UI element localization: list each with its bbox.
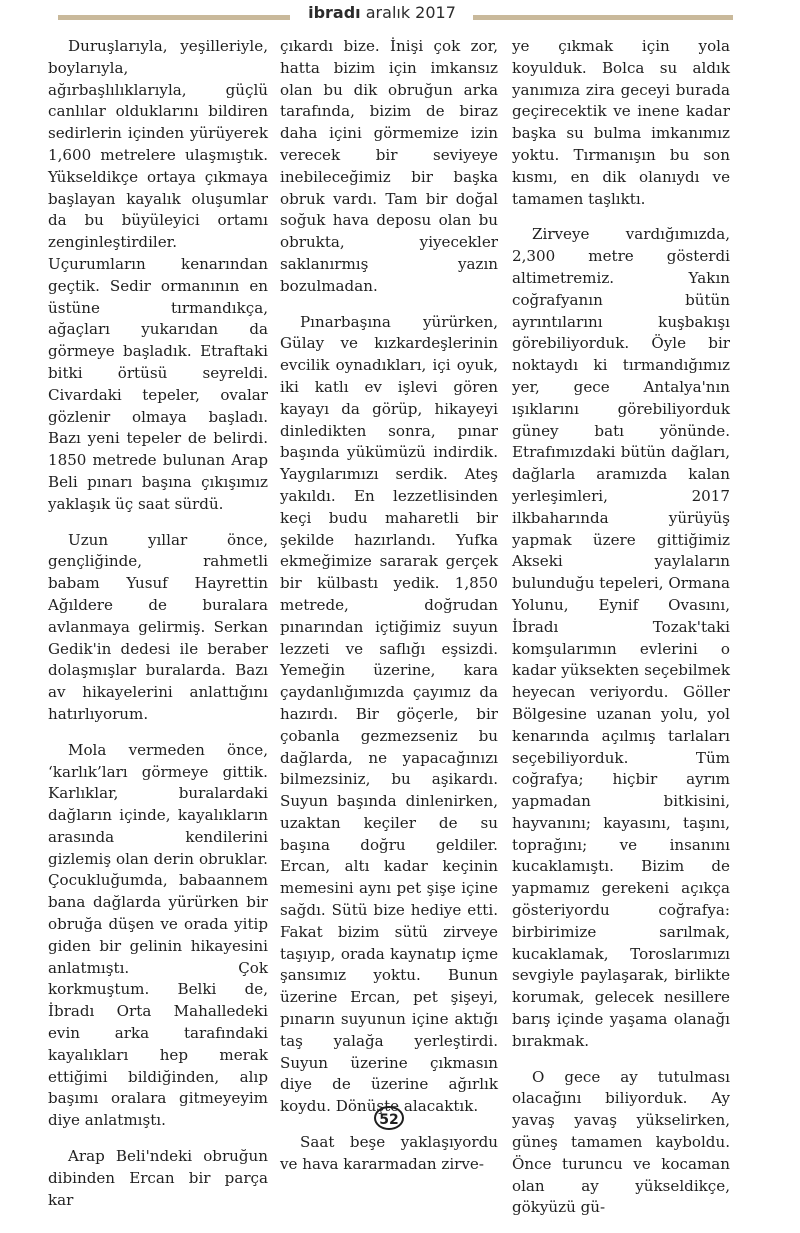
paragraph: Uzun yıllar önce, gençliğinde, rahmetli babam Yusuf Hayrettin Ağıldere de buralara avlanmaya gelirmiş. Serkan Gedik'in dedesi ile beraber dolaşmışlar buralarda. Bazı av hikayelerini anlattığını hatırlıyorum. (48, 530, 268, 723)
text-column-1 (48, 36, 268, 1225)
text-column-3 (512, 36, 730, 1233)
header-rule-right (473, 15, 733, 20)
page-header (0, 5, 800, 27)
paragraph: Arap Beli'ndeki obruğun dibinden Ercan bir parça kar (48, 1147, 268, 1209)
magazine-name: ibradı (308, 3, 361, 22)
paragraph: O gece ay tutulması olacağını biliyorduk. Ay yavaş yavaş yükselirken, güneş tamamen kayboldu. Önce turuncu ve kocaman olan ay yükseldikçe, gökyüzü gü- (512, 1067, 730, 1217)
paragraph: Pınarbaşına yürürken, Gülay ve kızkardeşlerinin evcilik oynadıkları, içi oyuk, iki katlı ev işlevi gören kayayı da görüp, hikayeyi dinledikten sonra, pınar başında yükümüzü indirdik. Yaygılarımızı serdik. Ateş yakıldı. En lezzetlisinden keçi budu maharetli bir şekilde hazırlandı. Yufka ekmeğimize sararak gerçek bir külbastı yedik. 1,850 metrede, doğrudan pınarından içtiğimiz suyun lezzeti ve saflığı eşsizdi. Yemeğin üzerine, kara çaydanlığımızda çayımız da hazırdı. Bir göçerle, bir çobanla gezmezseniz bu dağlarda, ne yapacağınızı bilmezsiniz, bu aşikardı. Suyun başında dinlenirken, uzaktan keçiler de su başına doğru geldiler. Ercan, altı kadar keçinin memesini aynı pet şişe içine sağdı. Sütü bize hediye etti. Fakat bizim sütü zirveye taşıyıp, orada kaynatıp içme şansımız yoktu. Bunun üzerine Ercan, pet şişeyi, pınarın suyunun içine aktığı taş yalağa yerleştirdi. Suyun üzerine çıkmasın diye de üzerine ağırlık koydu. Dönüşte alacaktık. (280, 312, 498, 1116)
header-title (300, 3, 464, 22)
paragraph: çıkardı bize. İnişi çok zor, hatta bizim için imkansız olan bu dik obruğun arka tarafında, bizim de biraz daha içini görmemize izin verecek bir seviyeye inebileceğimiz bir başka obruk vardı. Tam bir doğal soğuk hava deposu olan bu obrukta, yiyecekler saklanırmış yazın bozulmadan. (280, 37, 498, 295)
paragraph: ye çıkmak için yola koyulduk. Bolca su aldık yanımıza zira geceyi burada geçirecektik ve inene kadar başka su bulma imkanımız yoktu. Tırmanışın bu son kısmı, en dik olanıydı ve tamamen taşlıktı. (512, 37, 730, 208)
paragraph: Duruşlarıyla, yeşilleriyle, boylarıyla, ağırbaşlılıklarıyla, güçlü canlılar olduklarını bildiren sedirlerin içinden yürüyerek 1,600 metrelere ulaşmıştık. Yükseldikçe ortaya çıkmaya başlayan kayalık oluşumlar da bu büyüleyici ortamı zenginleştirdiler. Uçurumların kenarından geçtik. Sedir ormanının en üstüne tırmandıkça, ağaçları yukarıdan da görmeye başladık. Etraftaki bitki örtüsü seyreldi. Civardaki tepeler, ovalar gözlenir olmaya başladı. Bazı yeni tepeler de belirdi. 1850 metrede bulunan Arap Beli pınarı başına çıkışımız yaklaşık üç saat sürdü. (48, 37, 268, 513)
text-column-2 (280, 36, 498, 1190)
page-number: 52 (374, 1106, 404, 1130)
paragraph: Saat beşe yaklaşıyordu ve hava kararmadan zirve- (280, 1133, 498, 1173)
paragraph: Mola vermeden önce, ‘karlık’ları görmeye gittik. Karlıklar, buralardaki dağların içinde, kayalıkların arasında kendilerini gizlemiş olan derin obruklar. Çocukluğumda, babaannem bana dağlarda yürürken bir obruğa düşen ve orada yitip giden bir gelinin hikayesini anlatmıştı. Çok korkmuştum. Belki de, İbradı Orta Mahalledeki evin arka tarafındaki kayalıkları hep merak ettiğimi bildiğinden, alıp başımı oralara gitmeyeyim diye anlatmıştı. (48, 740, 268, 1130)
header-rule-left (58, 15, 290, 20)
issue-date: aralık 2017 (365, 3, 456, 22)
paragraph: Zirveye vardığımızda, 2,300 metre gösterdi altimetremiz. Yakın coğrafyanın bütün ayrıntılarını kuşbakışı görebiliyorduk. Öyle bir noktaydı ki tırmandığımız yer, gece Antalya'nın ışıklarını görebiliyorduk güney batı yönünde. Etrafımızdaki bütün dağları, dağlarla aramızda kalan yerleşimleri, 2017 ilkbaharında yürüyüş yapmak üzere gittiğimiz Akseki yaylaların bulunduğu tepeleri, Ormana Yolunu, Eynif Ovasını, İbradı Tozak'taki komşularımın evlerini o kadar yüksekten seçebilmek heyecan veriyordu. Göller Bölgesine uzanan yolu, yol kenarında açılmış tarlaları seçebiliyorduk. Tüm coğrafya; hiçbir ayrım yapmadan bitkisini, hayvanını; kayasını, taşını, toprağını; ve insanını kucaklamıştı. Bizim de yapmamız gerekeni açıkça gösteriyordu coğrafya: birbirimize sarılmak, kucaklamak, Toroslarımızı sevgiyle paylaşarak, birlikte korumak, gelecek nesillere barış içinde yaşama olanağı bırakmak. (512, 225, 730, 1050)
